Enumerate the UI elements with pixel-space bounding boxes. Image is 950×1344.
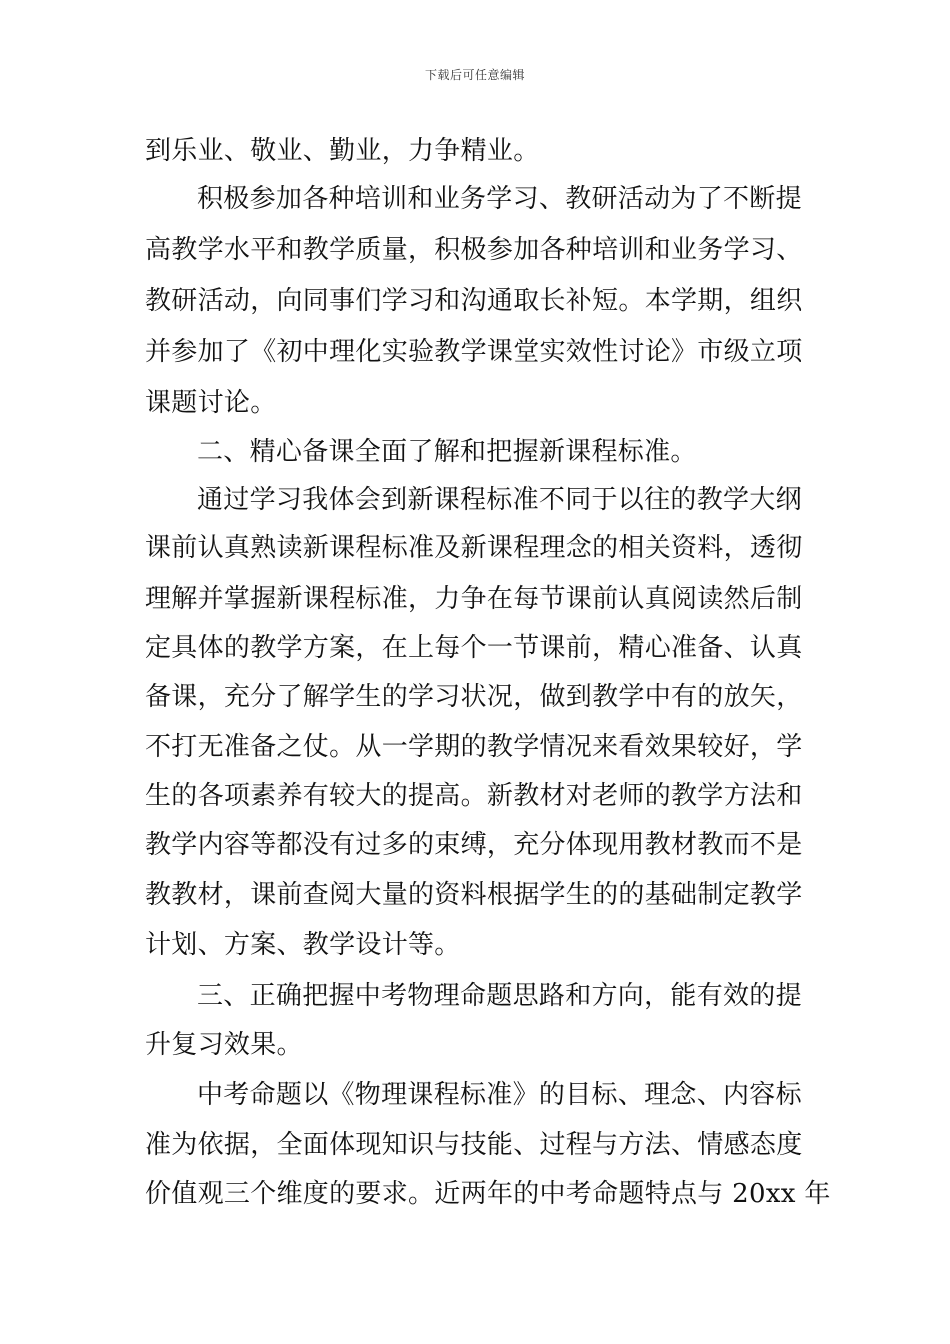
text-line: 高教学水平和教学质量，积极参加各种培训和业务学习、 bbox=[145, 235, 803, 265]
text-line: 不打无准备之仗。从一学期的教学情况来看效果较好，学 bbox=[145, 732, 803, 762]
text-line: 定具体的教学方案，在上每个一节课前，精心准备、认真 bbox=[145, 633, 803, 663]
text-line: 备课，充分了解学生的学习状况，做到教学中有的放矢， bbox=[145, 682, 803, 712]
text-line: 教学内容等都没有过多的束缚，充分体现用教材教而不是 bbox=[145, 830, 803, 860]
text-line: 教研活动，向同事们学习和沟通取长补短。本学期，组织 bbox=[145, 286, 803, 316]
header-note: 下载后可任意编辑 bbox=[424, 68, 525, 82]
section-heading: 二、精心备课全面了解和把握新课程标准。 bbox=[197, 437, 697, 467]
paragraph-start-line: 中考命题以《物理课程标准》的目标、理念、内容标 bbox=[197, 1080, 802, 1110]
text-line: 生的各项素养有较大的提高。新教材对老师的教学方法和 bbox=[145, 781, 803, 811]
text-line: 升复习效果。 bbox=[145, 1030, 303, 1060]
text-line: 到乐业、敬业、勤业，力争精业。 bbox=[145, 136, 540, 166]
text-line: 课前认真熟读新课程标准及新课程理念的相关资料，透彻 bbox=[145, 533, 803, 563]
text-line: 计划、方案、教学设计等。 bbox=[145, 930, 461, 960]
text-line: 理解并掌握新课程标准，力争在每节课前认真阅读然后制 bbox=[145, 584, 803, 614]
text-line: 准为依据，全面体现知识与技能、过程与方法、情感态度 bbox=[145, 1130, 803, 1160]
paragraph-start-line: 积极参加各种培训和业务学习、教研活动为了不断提 bbox=[197, 184, 802, 214]
text-line: 教教材，课前查阅大量的资料根据学生的的基础制定教学 bbox=[145, 880, 803, 910]
paragraph-start-line: 通过学习我体会到新课程标准不同于以往的教学大纲 bbox=[197, 485, 802, 515]
section-heading: 三、正确把握中考物理命题思路和方向，能有效的提 bbox=[197, 981, 802, 1011]
text-line: 价值观三个维度的要求。近两年的中考命题特点与 20xx 年 bbox=[145, 1179, 831, 1209]
text-line: 课题讨论。 bbox=[145, 388, 277, 418]
text-line: 并参加了《初中理化实验教学课堂实效性讨论》市级立项 bbox=[145, 337, 803, 367]
